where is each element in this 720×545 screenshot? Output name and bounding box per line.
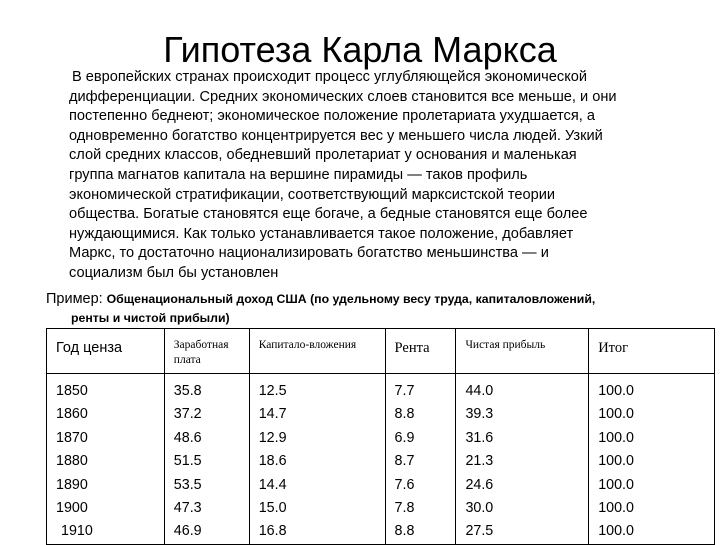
header-capital: Капитало-вложения	[249, 329, 385, 374]
rent-cell: 6.9	[394, 429, 415, 446]
table-header-row	[47, 329, 715, 374]
capital-cell: 14.7	[258, 406, 287, 423]
profit-cell: 21.3	[465, 453, 494, 470]
table-row	[47, 374, 715, 545]
capital-cell: 16.8	[258, 523, 287, 540]
paragraph-line: группа магнатов капитала на вершине пирамиды — таков профиль	[69, 166, 528, 183]
wages-cell: 35.8	[173, 383, 202, 399]
rent-cell: 7.6	[394, 476, 415, 493]
wages-cell: 53.5	[173, 476, 202, 493]
example-caption-line1: Общенациональный доход США (по удельному весу труда, капиталовложений,	[106, 292, 596, 306]
rent-cell: 8.7	[394, 453, 415, 470]
rent-cell: 7.8	[394, 500, 415, 517]
paragraph-line: слой средних классов, обедневший пролетариат у основания и маленькая	[69, 147, 577, 164]
profit-cell: 44.0	[465, 383, 494, 399]
wages-cell: 51.5	[173, 453, 202, 470]
year-cell: 1910	[61, 523, 93, 540]
years-column	[47, 374, 165, 545]
header-rent: Рента	[385, 329, 456, 374]
wages-cell: 46.9	[173, 523, 202, 540]
paragraph-line: экономической стратификации, соответствующий марксистской теории	[69, 186, 556, 203]
rent-cell: 7.7	[394, 383, 415, 399]
example-caption	[46, 289, 706, 328]
rent-cell: 8.8	[394, 406, 415, 423]
paragraph-line: дифференциации. Средних экономических слоев становится все меньше, и они	[69, 88, 617, 105]
paragraph-line: постепенно беднеют; экономическое положение пролетариата ухудшается, а	[69, 108, 595, 125]
year-cell: 1850	[56, 383, 88, 399]
capital-cell: 14.4	[258, 476, 287, 493]
profit-cell: 30.0	[465, 500, 494, 517]
profit-cell: 27.5	[465, 523, 494, 540]
capital-cell: 12.9	[258, 429, 287, 446]
capital-column	[249, 374, 385, 545]
total-cell: 100.0	[598, 406, 634, 423]
paragraph-line: нуждающимися. Как только устанавливается такое положение, добавляет	[69, 225, 574, 242]
rent-cell: 8.8	[394, 523, 415, 540]
profit-cell: 24.6	[465, 476, 494, 493]
profit-column	[456, 374, 589, 545]
wages-column	[164, 374, 249, 545]
year-cell: 1890	[56, 476, 88, 493]
main-paragraph	[69, 68, 689, 284]
paragraph-line: одновременно богатство концентрируется вес у меньшего числа людей. Узкий	[69, 127, 603, 144]
income-table	[46, 328, 715, 545]
paragraph-line: В европейских странах происходит процесс углубляющейся экономической	[72, 69, 588, 85]
wages-cell: 48.6	[173, 429, 202, 446]
wages-cell: 37.2	[173, 406, 202, 423]
example-prefix: Пример:	[46, 291, 103, 307]
profit-cell: 31.6	[465, 429, 494, 446]
total-cell: 100.0	[598, 523, 634, 540]
profit-cell: 39.3	[465, 406, 494, 423]
paragraph-line: общества. Богатые становятся еще богаче, а бедные становятся еще более	[69, 206, 588, 223]
header-year: Год ценза	[47, 329, 165, 374]
header-wages: Заработная плата	[164, 329, 249, 374]
total-cell: 100.0	[598, 453, 634, 470]
rent-column	[385, 374, 456, 545]
paragraph-line: Маркс, то достаточно национализировать богатство меньшинства — и	[69, 245, 549, 262]
example-caption-line2: ренты и чистой прибыли)	[71, 311, 230, 325]
capital-cell: 18.6	[258, 453, 287, 470]
page-title: Гипотеза Карла Маркса	[163, 29, 557, 71]
wages-cell: 47.3	[173, 500, 202, 517]
total-column	[589, 374, 715, 545]
total-cell: 100.0	[598, 500, 634, 517]
capital-cell: 12.5	[258, 383, 287, 399]
header-total: Итог	[589, 329, 715, 374]
total-cell: 100.0	[598, 476, 634, 493]
year-cell: 1860	[56, 406, 88, 423]
capital-cell: 15.0	[258, 500, 287, 517]
year-cell: 1870	[56, 429, 88, 446]
total-cell: 100.0	[598, 383, 634, 399]
paragraph-line: социализм был бы установлен	[69, 264, 279, 281]
year-cell: 1900	[56, 500, 88, 517]
header-profit: Чистая прибыль	[456, 329, 589, 374]
total-cell: 100.0	[598, 429, 634, 446]
year-cell: 1880	[56, 453, 88, 470]
